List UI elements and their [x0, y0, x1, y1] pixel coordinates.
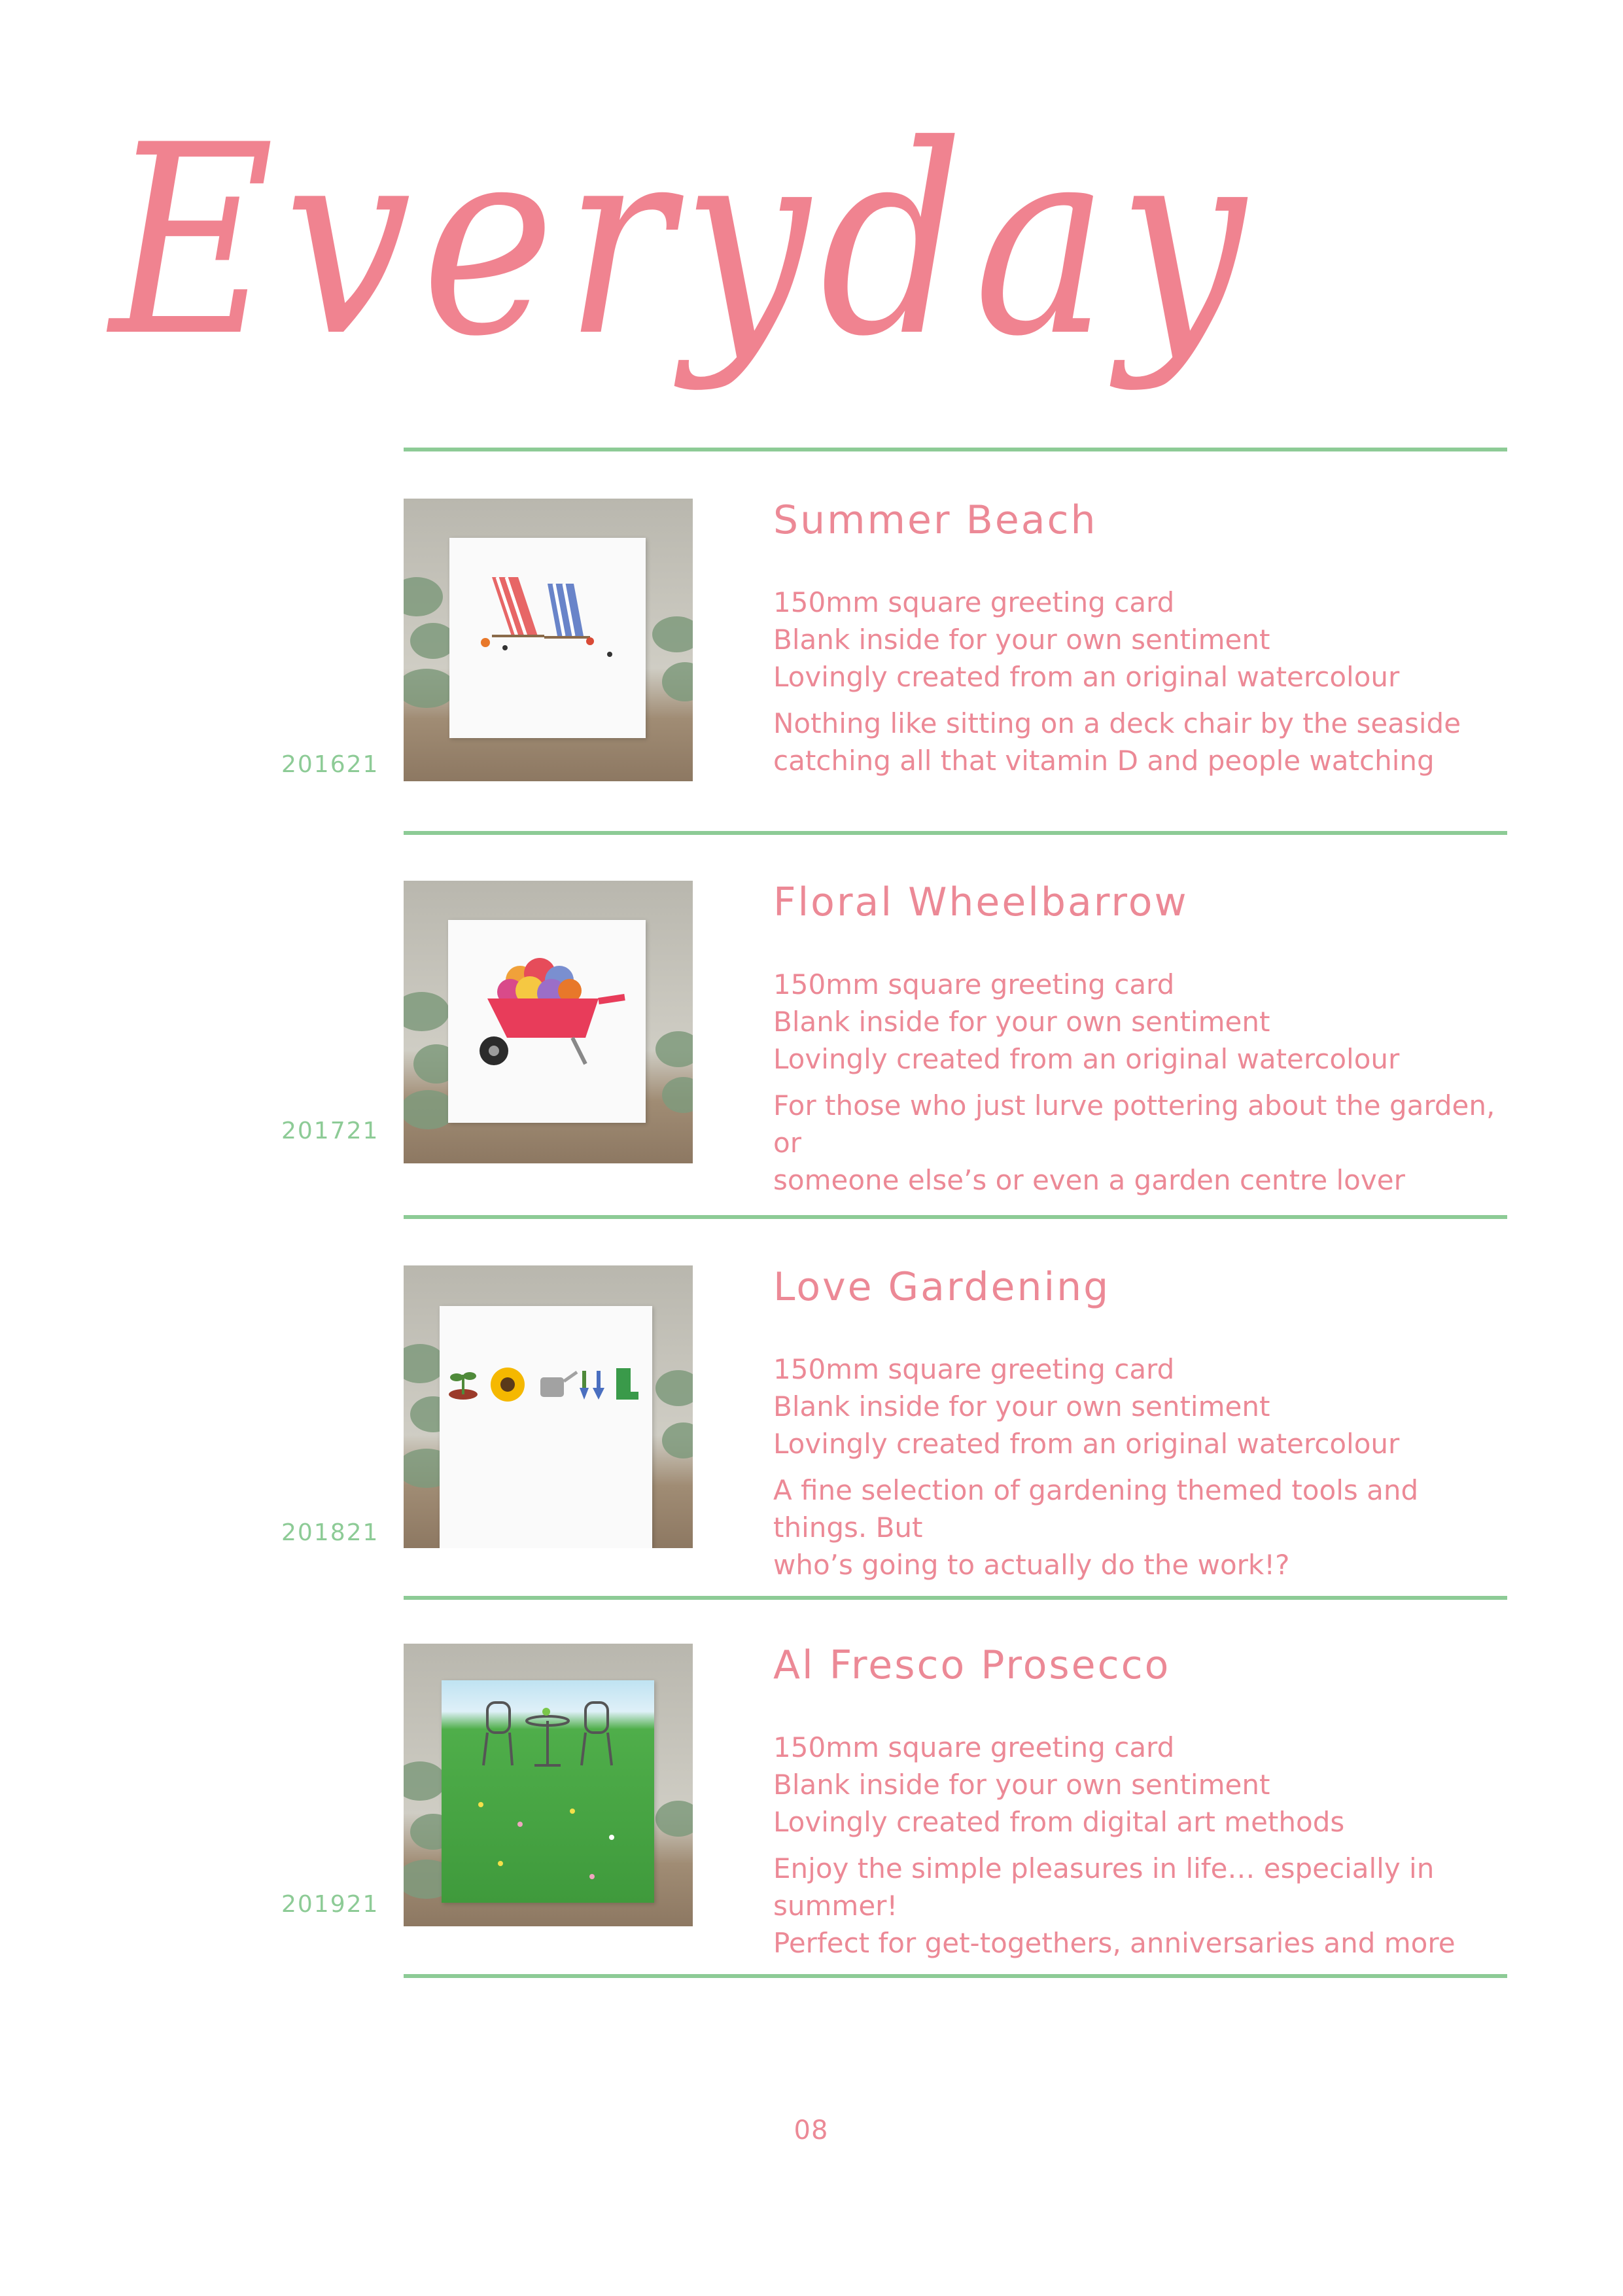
deck-chairs-card-image [404, 499, 693, 781]
product-code: 201721 [281, 1118, 379, 1144]
garden-table-icon [442, 1680, 654, 1903]
product-code: 201921 [281, 1891, 379, 1918]
product-description [773, 1850, 1519, 1962]
description-line: Perfect for get-togethers, anniversaries and more [773, 1927, 1456, 1959]
description-line: For those who just lurve pottering about the garden, or [773, 1089, 1495, 1159]
spec-line: 150mm square greeting card [773, 968, 1175, 1000]
spec-line: Lovingly created from an original watercolour [773, 661, 1400, 693]
product-description [773, 705, 1519, 779]
product-specs [773, 966, 1519, 1078]
description-line: catching all that vitamin D and people watching [773, 745, 1435, 777]
product-entry [0, 1264, 1623, 1581]
product-name: Love Gardening [773, 1264, 1111, 1310]
product-entry [0, 499, 1623, 786]
description-line: Enjoy the simple pleasures in life… especially in summer! [773, 1852, 1435, 1922]
spec-line: Lovingly created from an original watercolour [773, 1043, 1400, 1075]
product-code: 201621 [281, 751, 379, 778]
product-specs [773, 1351, 1519, 1462]
spec-line: 150mm square greeting card [773, 586, 1175, 618]
product-info [773, 1644, 1519, 1962]
product-specs [773, 584, 1519, 696]
description-line: A fine selection of gardening themed tools and things. But [773, 1474, 1419, 1544]
spec-line: Lovingly created from an original watercolour [773, 1428, 1400, 1460]
divider [404, 1596, 1507, 1600]
description-line: someone else’s or even a garden centre lover [773, 1164, 1405, 1196]
spec-line: Blank inside for your own sentiment [773, 1769, 1270, 1801]
product-entry [0, 879, 1623, 1196]
divider [404, 1215, 1507, 1219]
page-number: 08 [794, 2115, 829, 2146]
spec-line: Blank inside for your own sentiment [773, 624, 1270, 656]
page-title: Everyday [110, 90, 1256, 394]
product-info [773, 881, 1519, 1199]
garden-table-card-image [404, 1644, 693, 1926]
spec-line: Blank inside for your own sentiment [773, 1006, 1270, 1038]
spec-line: 150mm square greeting card [773, 1731, 1175, 1763]
product-info [773, 499, 1519, 779]
deck-chairs-icon [449, 538, 646, 738]
product-name: Floral Wheelbarrow [773, 879, 1189, 925]
product-name: Al Fresco Prosecco [773, 1642, 1171, 1688]
description-line: who’s going to actually do the work!? [773, 1549, 1290, 1581]
description-line: Nothing like sitting on a deck chair by the seaside [773, 707, 1461, 739]
product-specs [773, 1729, 1519, 1841]
wheelbarrow-icon [448, 920, 646, 1123]
product-description [773, 1087, 1519, 1199]
spec-line: Lovingly created from digital art methods [773, 1806, 1345, 1838]
divider [404, 1974, 1507, 1978]
garden-tools-icon [440, 1306, 652, 1548]
product-description [773, 1472, 1519, 1583]
garden-tools-card-image [404, 1265, 693, 1548]
spec-line: Blank inside for your own sentiment [773, 1390, 1270, 1422]
divider [404, 448, 1507, 451]
product-entry [0, 1642, 1623, 1959]
wheelbarrow-card-image [404, 881, 693, 1163]
spec-line: 150mm square greeting card [773, 1353, 1175, 1385]
divider [404, 831, 1507, 835]
product-info [773, 1265, 1519, 1583]
product-code: 201821 [281, 1519, 379, 1546]
product-name: Summer Beach [773, 497, 1098, 543]
